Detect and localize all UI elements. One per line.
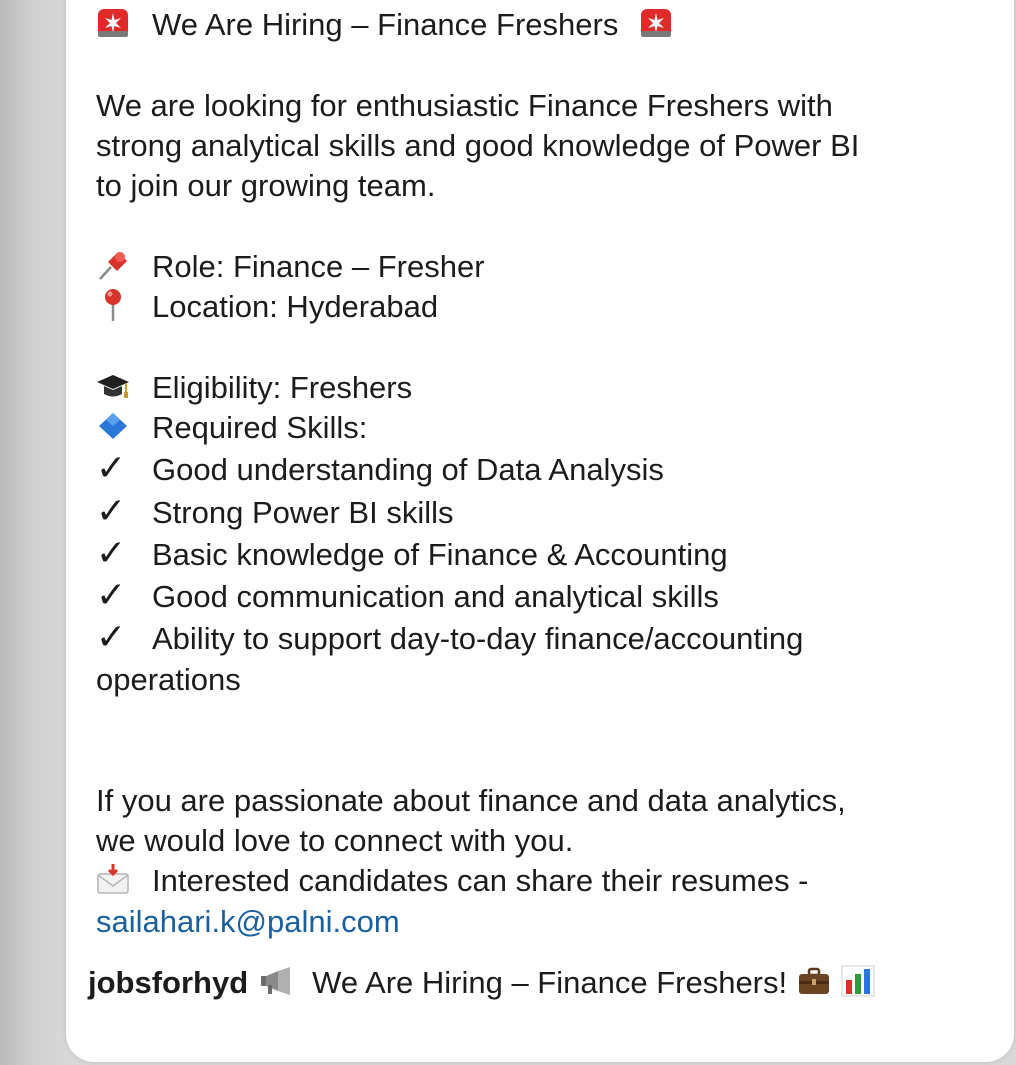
round-pin-icon	[96, 288, 138, 322]
resume-line: Interested candidates can share their resumes -	[96, 861, 976, 901]
headline: We Are Hiring – Finance Freshers	[96, 5, 976, 45]
closing-line: If you are passionate about finance and data analytics,	[96, 782, 846, 818]
check-mark-icon: ✓	[96, 574, 127, 616]
check-mark-icon: ✓	[96, 447, 127, 489]
skill-item: ✓ Basic knowledge of Finance & Accounting	[96, 531, 728, 573]
post-text	[96, 5, 976, 942]
siren-icon	[639, 6, 681, 40]
intro-line: strong analytical skills and good knowledge of Power BI	[96, 127, 860, 163]
siren-icon	[96, 6, 138, 40]
bar-chart-icon	[841, 964, 879, 998]
eligibility-line: Eligibility: Freshers	[96, 368, 976, 408]
envelope-icon	[96, 862, 138, 896]
megaphone-icon	[260, 964, 302, 998]
closing-line: we would love to connect with you.	[96, 822, 574, 858]
location-line: Location: Hyderabad	[96, 287, 976, 327]
skill-item: ✓ Good communication and analytical skills	[96, 574, 719, 616]
skills-heading: Required Skills:	[96, 408, 976, 448]
caption: jobsforhyd We Are Hiring – Finance Freshers!	[88, 964, 879, 1001]
role-line: Role: Finance – Fresher	[96, 247, 976, 287]
intro-line: to join our growing team.	[96, 168, 436, 204]
skill-item: ✓ Ability to support day-to-day finance/accounting	[96, 616, 804, 658]
blue-diamond-icon	[96, 409, 138, 443]
post-card	[66, 0, 1014, 1062]
intro-line: We are looking for enthusiastic Finance Freshers with	[96, 87, 833, 123]
graduation-cap-icon	[96, 369, 138, 403]
email-link[interactable]: sailahari.k@palni.com	[96, 903, 400, 939]
check-mark-icon: ✓	[96, 489, 127, 531]
skill-item-continued: operations	[96, 661, 241, 697]
skill-item: ✓ Strong Power BI skills	[96, 489, 454, 531]
username[interactable]: jobsforhyd	[88, 965, 249, 1000]
briefcase-icon	[797, 964, 835, 998]
check-mark-icon: ✓	[96, 616, 127, 658]
skill-item: ✓ Good understanding of Data Analysis	[96, 447, 664, 489]
pushpin-icon	[96, 248, 138, 282]
check-mark-icon: ✓	[96, 531, 127, 573]
